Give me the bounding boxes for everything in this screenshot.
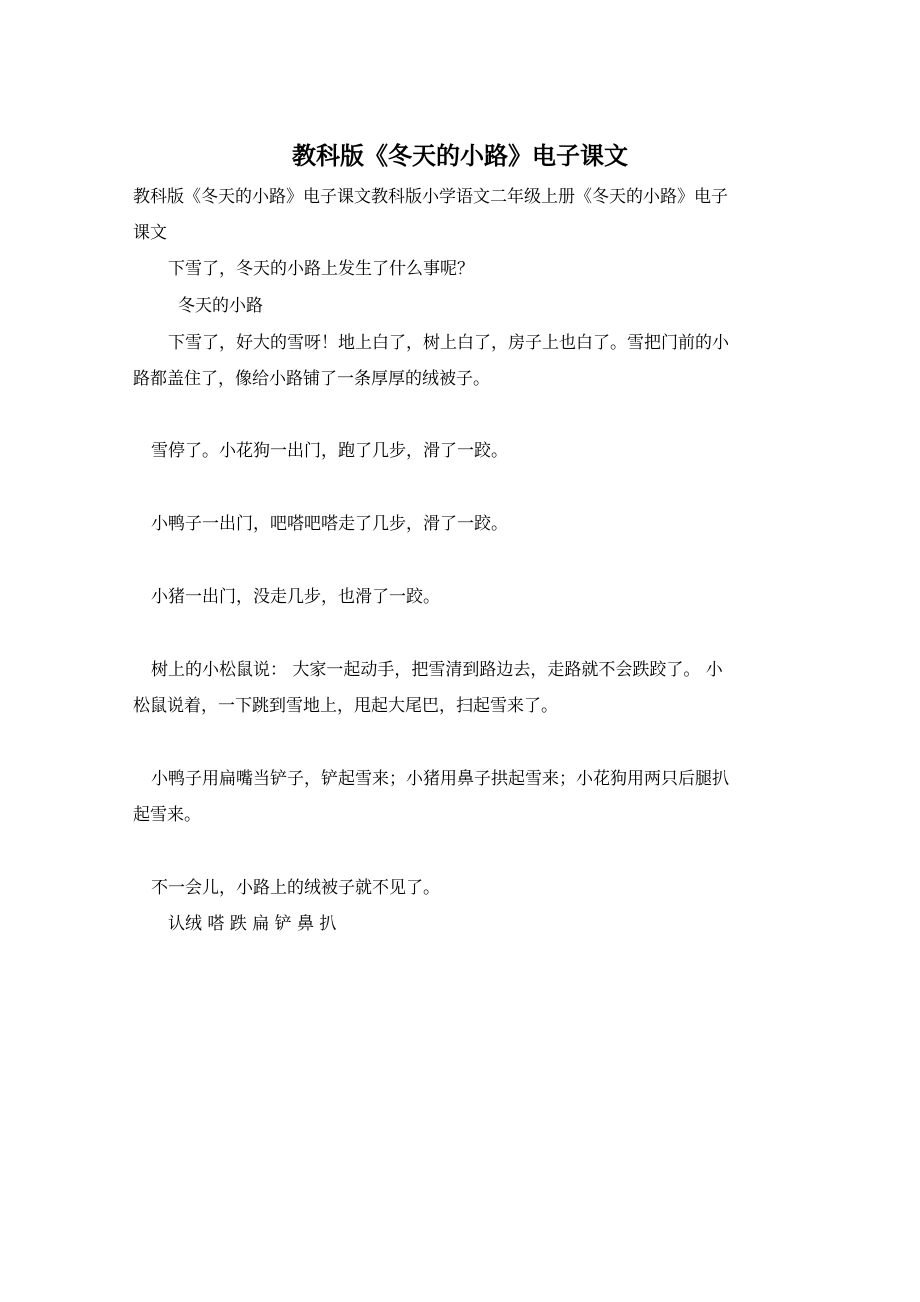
lesson-title: 冬天的小路 [178, 296, 263, 316]
paragraph-3: 小鸭子一出门，吧嗒吧嗒走了几步，滑了一跤。 [151, 514, 508, 534]
intro-line-1: 教科版《冬天的小路》电子课文教科版小学语文二年级上册《冬天的小路》电子 [133, 187, 728, 207]
question-line: 下雪了，冬天的小路上发生了什么事呢？ [168, 259, 474, 279]
paragraph-6-line-2: 起雪来。 [133, 805, 201, 825]
paragraph-1-line-2: 路都盖住了，像给小路铺了一条厚厚的绒被子。 [133, 369, 490, 389]
paragraph-1-line-1: 下雪了，好大的雪呀！地上白了，树上白了，房子上也白了。雪把门前的小 [168, 333, 729, 353]
paragraph-7: 不一会儿，小路上的绒被子就不见了。 [151, 878, 440, 898]
paragraph-2: 雪停了。小花狗一出门，跑了几步，滑了一跤。 [151, 441, 508, 461]
document-title: 教科版《冬天的小路》电子课文 [292, 141, 628, 170]
vocabulary-line: 认绒 嗒 跌 扁 铲 鼻 扒 [168, 914, 337, 934]
intro-line-2: 课文 [133, 223, 167, 243]
paragraph-5-line-2: 松鼠说着，一下跳到雪地上，甩起大尾巴，扫起雪来了。 [133, 696, 558, 716]
paragraph-6-line-1: 小鸭子用扁嘴当铲子，铲起雪来；小猪用鼻子拱起雪来；小花狗用两只后腿扒 [151, 769, 729, 789]
paragraph-4: 小猪一出门，没走几步，也滑了一跤。 [151, 587, 440, 607]
paragraph-5-line-1: 树上的小松鼠说： 大家一起动手，把雪清到路边去，走路就不会跌跤了。 小 [151, 660, 723, 680]
